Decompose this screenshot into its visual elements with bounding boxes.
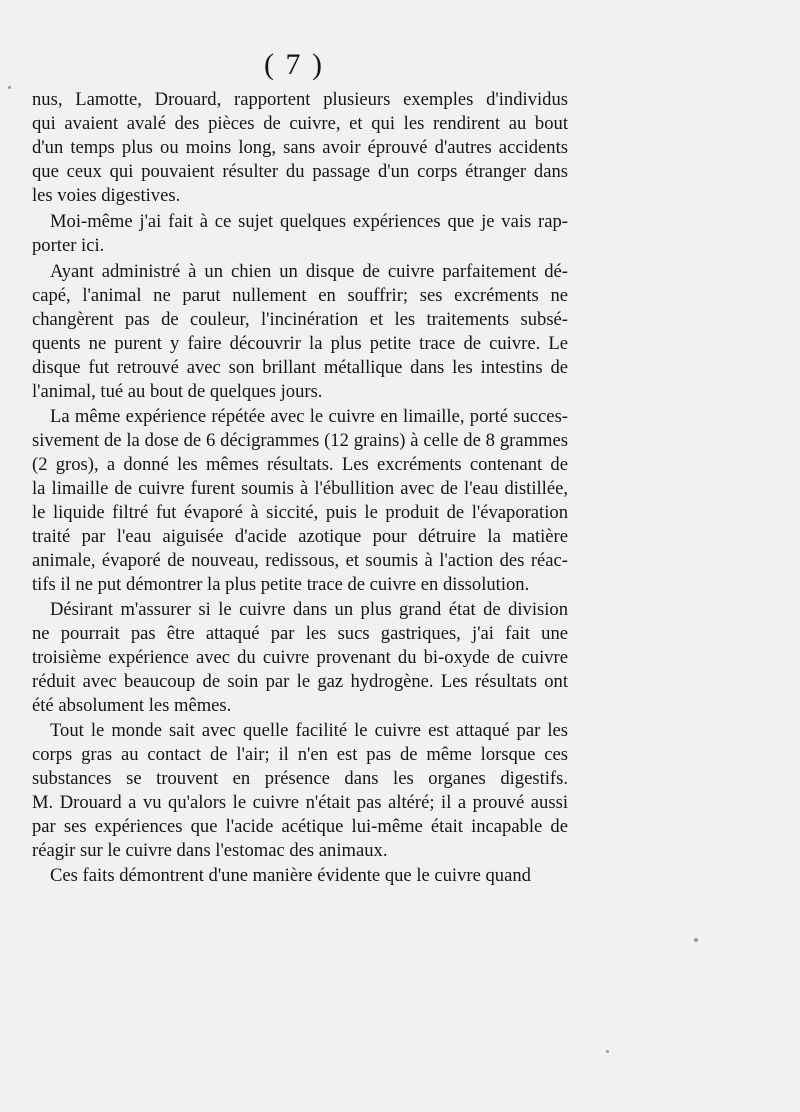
text-line: été absolument les mêmes. bbox=[32, 695, 232, 716]
text-line: Désirant m'assurer si le cuivre dans un plus grand état de division bbox=[50, 599, 568, 620]
text-line: La même expérience répétée avec le cuivre en limaille, porté succes- bbox=[50, 406, 568, 427]
paper-speck bbox=[606, 1050, 609, 1053]
text-line: disque fut retrouvé avec son brillant métallique dans les intestins de bbox=[32, 357, 568, 378]
text-line: Tout le monde sait avec quelle facilité le cuivre est attaqué par les bbox=[50, 720, 568, 741]
text-line: traité par l'eau aiguisée d'acide azotique pour détruire la matière bbox=[32, 526, 568, 547]
text-line: l'animal, tué au bout de quelques jours. bbox=[32, 381, 323, 402]
text-line: qui avaient avalé des pièces de cuivre, et qui les rendirent au bout bbox=[32, 113, 568, 134]
text-line: le liquide filtré fut évaporé à siccité, puis le produit de l'évaporation bbox=[32, 502, 568, 523]
paper-speck bbox=[8, 86, 11, 89]
text-line: corps gras au contact de l'air; il n'en est pas de même lorsque ces bbox=[32, 744, 568, 765]
text-line: par ses expériences que l'acide acétique lui-même était incapable de bbox=[32, 816, 568, 837]
text-line: substances se trouvent en présence dans les organes digestifs. bbox=[32, 768, 568, 789]
text-line: (2 gros), a donné les mêmes résultats. Les excréments contenant de bbox=[32, 454, 568, 475]
text-line: réduit avec beaucoup de soin par le gaz hydrogène. Les résultats ont bbox=[32, 671, 568, 692]
text-line: Moi-même j'ai fait à ce sujet quelques expériences que je vais rap- bbox=[50, 211, 568, 232]
text-line: la limaille de cuivre furent soumis à l'ébullition avec de l'eau distillée, bbox=[32, 478, 568, 499]
text-line: sivement de la dose de 6 décigrammes (12 grains) à celle de 8 grammes bbox=[32, 430, 568, 451]
text-line: animale, évaporé de nouveau, redissous, et soumis à l'action des réac- bbox=[32, 550, 568, 571]
text-line: nus, Lamotte, Drouard, rapportent plusieurs exemples d'individus bbox=[32, 89, 568, 110]
paper-speck bbox=[694, 938, 698, 942]
text-line: que ceux qui pouvaient résulter du passage d'un corps étranger dans bbox=[32, 161, 568, 182]
text-line: réagir sur le cuivre dans l'estomac des animaux. bbox=[32, 840, 388, 861]
text-line: capé, l'animal ne parut nullement en souffrir; ses excréments ne bbox=[32, 285, 568, 306]
text-line: Ces faits démontrent d'une manière évidente que le cuivre quand bbox=[50, 865, 531, 886]
text-line: d'un temps plus ou moins long, sans avoir éprouvé d'autres accidents bbox=[32, 137, 568, 158]
text-line: porter ici. bbox=[32, 235, 105, 256]
text-line: ne pourrait pas être attaqué par les sucs gastriques, j'ai fait une bbox=[32, 623, 568, 644]
text-line: tifs il ne put démontrer la plus petite trace de cuivre en dissolution. bbox=[32, 574, 530, 595]
page-number: ( 7 ) bbox=[264, 48, 324, 81]
text-line: changèrent pas de couleur, l'incinération et les traitements subsé- bbox=[32, 309, 568, 330]
text-line: Ayant administré à un chien un disque de cuivre parfaitement dé- bbox=[50, 261, 568, 282]
text-line: M. Drouard a vu qu'alors le cuivre n'était pas altéré; il a prouvé aussi bbox=[32, 792, 568, 813]
text-line: quents ne purent y faire découvrir la plus petite trace de cuivre. Le bbox=[32, 333, 568, 354]
text-line: les voies digestives. bbox=[32, 185, 181, 206]
text-line: troisième expérience avec du cuivre provenant du bi-oxyde de cuivre bbox=[32, 647, 568, 668]
